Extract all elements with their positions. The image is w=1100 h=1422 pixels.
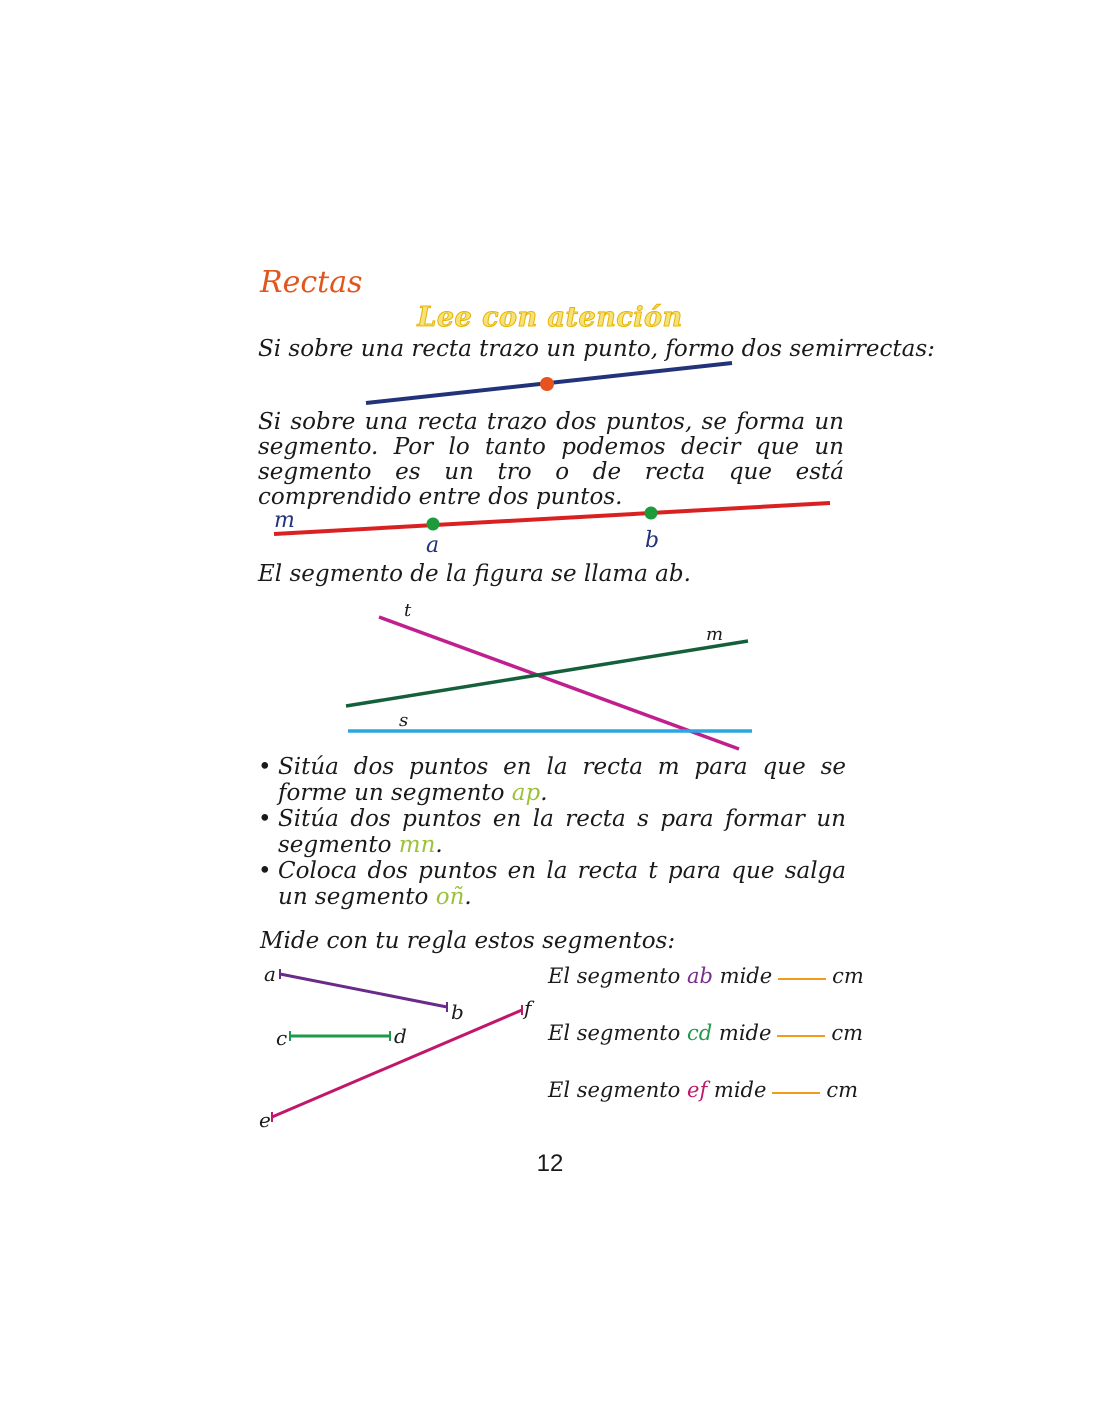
figure-1-point — [540, 377, 554, 391]
segment-label-f: f — [524, 996, 532, 1020]
figure-3-label-t: t — [404, 600, 412, 621]
segment-name-highlight: ap — [511, 780, 541, 806]
segment-ab — [280, 974, 447, 1007]
answer-blank-cd[interactable] — [777, 1033, 825, 1037]
figure-3-line-m — [346, 641, 748, 706]
exercise-item: • Sitúa dos puntos en la recta m para que se forme un segmento ap. — [256, 754, 846, 806]
segment-name-cd: cd — [687, 1021, 713, 1045]
subtitle-read-carefully: Lee con atención — [417, 302, 683, 333]
figure-2-label-m: m — [274, 508, 295, 533]
segment-label-d: d — [394, 1024, 407, 1048]
segment-name-highlight: mn — [398, 832, 436, 858]
answer-blank-ab[interactable] — [778, 976, 826, 980]
segment-label-a: a — [264, 962, 276, 986]
answer-blank-ef[interactable] — [772, 1090, 820, 1094]
figure-3-line-t — [379, 617, 739, 749]
measure-row-ef: El segmento ef mide cm — [548, 1078, 859, 1102]
exercise-item: • Sitúa dos puntos en la recta s para formar un segmento mn. — [256, 806, 846, 858]
page-title: Rectas — [260, 265, 363, 300]
measure-instruction: Mide con tu regla estos segmentos: — [260, 928, 676, 954]
paragraph-segment-name: El segmento de la figura se llama ab. — [258, 561, 691, 587]
segment-name-ef: ef — [687, 1078, 708, 1102]
exercise-list — [256, 754, 846, 910]
paragraph-one-point: Si sobre una recta trazo un punto, formo dos semirrectas: — [258, 336, 935, 362]
page-number: 12 — [536, 1150, 564, 1177]
paragraph-segment-definition: Si sobre una recta trazo dos puntos, se forma un segmento. Por lo tanto podemos decir que un segmento es un tro o de recta que está comprendido entre dos puntos. — [258, 409, 844, 510]
segment-label-e: e — [259, 1108, 271, 1132]
segment-name-highlight: oñ — [435, 884, 465, 910]
segment-label-b: b — [451, 1000, 464, 1024]
measure-row-cd: El segmento cd mide cm — [548, 1021, 864, 1045]
measure-row-ab: El segmento ab mide cm — [548, 964, 864, 988]
figure-2-label-b: b — [645, 528, 660, 553]
figure-2-label-a: a — [426, 533, 440, 558]
figure-2-point-a — [427, 518, 440, 531]
figure-3-label-s: s — [399, 710, 409, 731]
exercise-item: • Coloca dos puntos en la recta t para que salga un segmento oñ. — [256, 858, 846, 910]
segment-label-c: c — [276, 1026, 288, 1050]
segment-name-ab: ab — [687, 964, 713, 988]
figure-3-label-m: m — [706, 624, 724, 645]
